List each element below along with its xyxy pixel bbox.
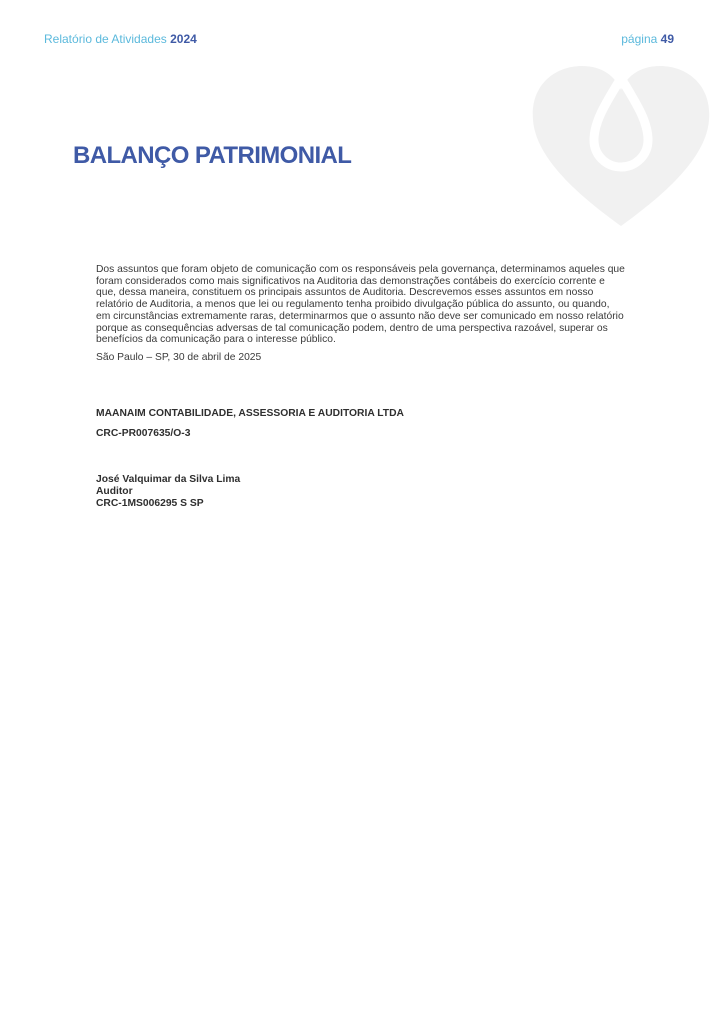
signer-crc: CRC-1MS006295 S SP	[96, 498, 204, 509]
place-date: São Paulo – SP, 30 de abril de 2025	[96, 352, 262, 363]
report-header	[44, 32, 197, 46]
page-indicator	[621, 32, 674, 46]
page-title: BALANÇO PATRIMONIAL	[73, 142, 352, 169]
signer-role: Auditor	[96, 486, 133, 497]
page-number: 49	[660, 32, 674, 46]
audit-paragraph: Dos assuntos que foram objeto de comunicação com os responsáveis pela governança, determinamos aqueles que foram considerados como mais significativos na Auditoria das demonstrações contábeis do exercício corrente e que, dessa maneira, constituem os principais assuntos de Auditoria. Descrevemos esses assuntos em nosso relatório de Auditoria, a menos que lei ou regulamento tenha proibido divulgação pública do assunto, ou quando, em circunstâncias extremamente raras, determinarmos que o assunto não deve ser comunicado em nosso relatório porque as consequências adversas de tal comunicação podem, dentro de uma perspectiva razoável, superar os benefícios da comunicação para o interesse público.	[96, 264, 625, 346]
heart-drop-logo-icon	[528, 62, 714, 228]
signer-name: José Valquimar da Silva Lima	[96, 474, 241, 485]
report-title: Relatório de Atividades	[44, 32, 167, 46]
page-label: página	[621, 32, 658, 46]
firm-crc: CRC-PR007635/O-3	[96, 428, 191, 439]
report-year: 2024	[170, 32, 197, 46]
firm-name: MAANAIM CONTABILIDADE, ASSESSORIA E AUDITORIA LTDA	[96, 408, 404, 419]
signer-block	[96, 474, 240, 510]
